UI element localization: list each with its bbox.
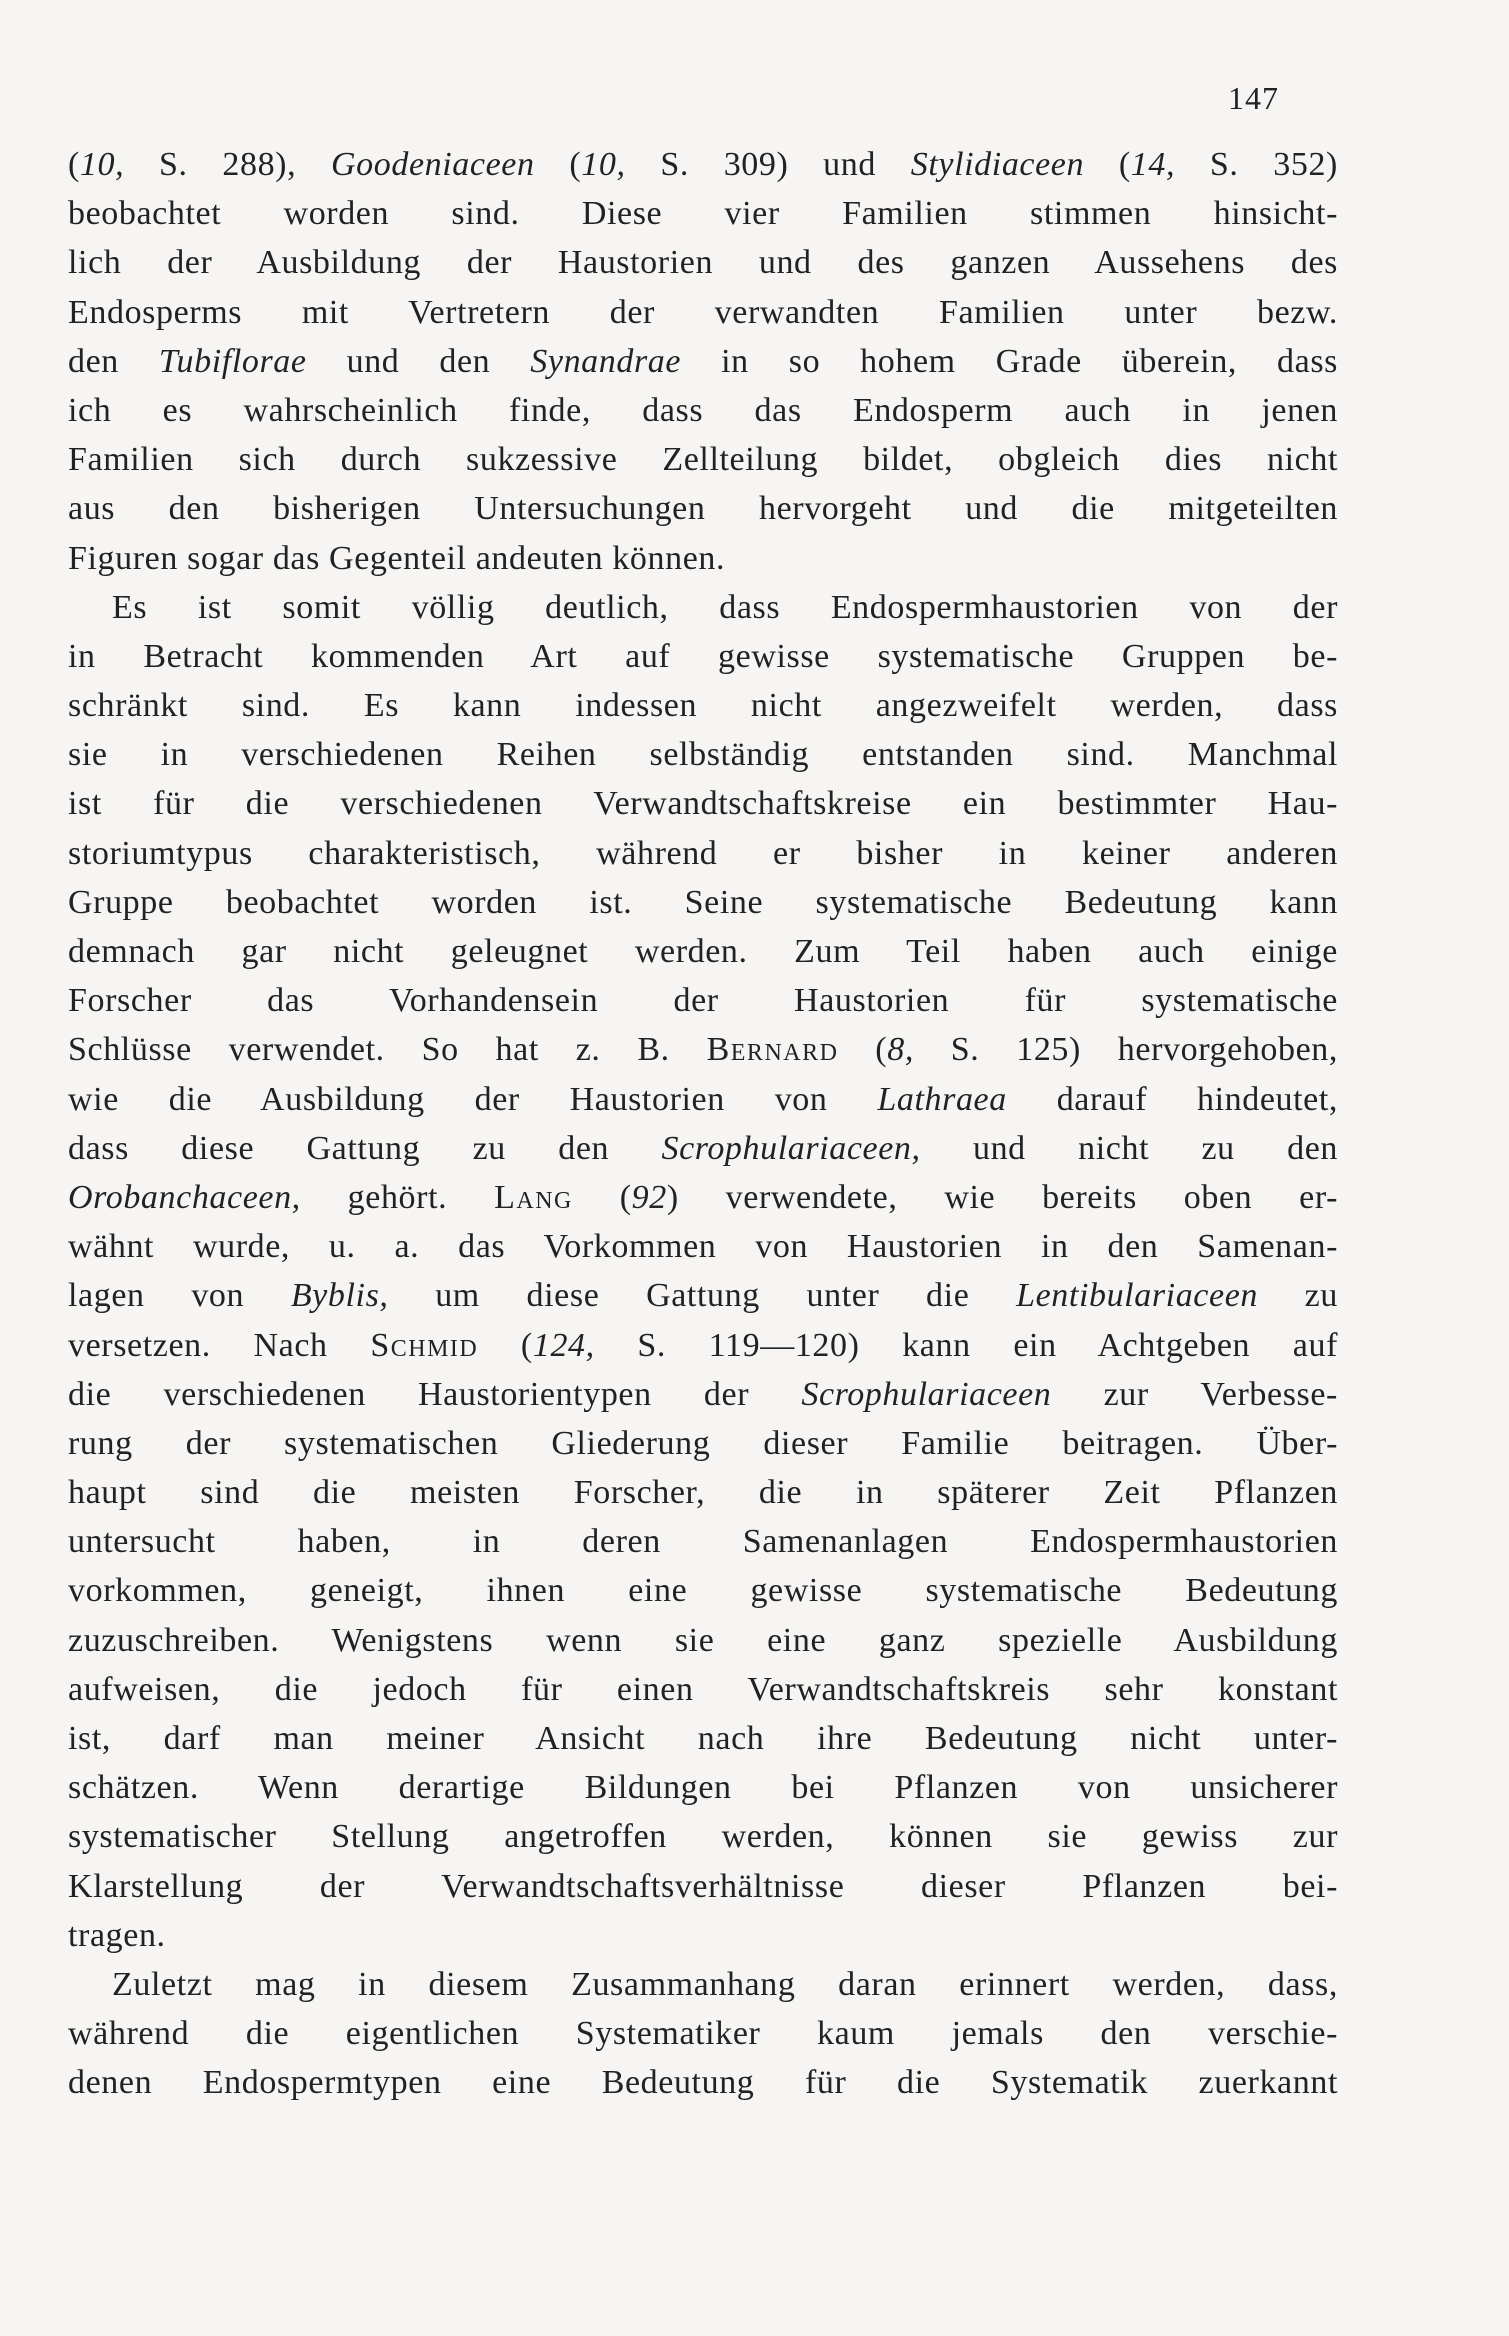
text-run: S. 119—120) kann ein Achtgeben auf — [594, 1326, 1339, 1364]
text-line — [68, 1566, 1338, 1615]
text-run: Zuletzt mag in diesem Zusammanhang daran erinnert werden, dass, — [112, 1965, 1338, 2003]
text-line — [68, 632, 1338, 681]
text-run: schätzen. Wenn derartige Bildungen bei Pflanzen von unsicherer — [68, 1769, 1338, 1807]
author-name: Lang — [494, 1178, 573, 1216]
text-run: Schlüsse verwendet. So hat z. B. — [68, 1031, 707, 1069]
text-run: S. 352) — [1175, 146, 1338, 183]
text-run: Klarstellung der Verwandtschaftsverhältnisse dieser Pflanzen bei- — [68, 1867, 1338, 1905]
text-run: ( — [534, 146, 582, 183]
author-name: Schmid — [370, 1326, 479, 1364]
text-run: Endosperms mit Vertretern der verwandten Familien unter bezw. — [68, 293, 1338, 331]
text-line — [68, 288, 1338, 337]
italic-term: 8, — [887, 1031, 914, 1069]
text-line — [68, 140, 1338, 189]
italic-term: Orobanchaceen, — [68, 1178, 301, 1216]
italic-term: Lathraea — [877, 1080, 1007, 1118]
text-line — [68, 1911, 1338, 1960]
text-line — [68, 1370, 1338, 1419]
text-run: beobachtet worden sind. Diese vier Familien stimmen hinsicht- — [68, 195, 1338, 233]
page-number: 147 — [1228, 80, 1279, 116]
text-run: rung der systematischen Gliederung dieser Familie beitragen. Über- — [68, 1424, 1338, 1462]
text-line — [68, 1714, 1338, 1763]
italic-term: Lentibulariaceen — [1016, 1277, 1258, 1315]
text-line — [68, 1616, 1338, 1665]
text-run: aus den bisherigen Untersuchungen hervorgeht und die mitgeteilten — [68, 490, 1338, 528]
text-run: dass diese Gattung zu den — [68, 1129, 662, 1167]
text-run: ( — [68, 146, 80, 183]
text-run: Es ist somit völlig deutlich, dass Endospermhaustorien von der — [112, 588, 1338, 626]
text-line — [68, 1763, 1338, 1812]
text-line — [68, 681, 1338, 730]
text-run: gehört. — [300, 1178, 495, 1216]
author-name: Bernard — [706, 1031, 839, 1069]
italic-term: 10, — [581, 146, 626, 183]
text-run: ( — [478, 1326, 533, 1364]
text-run: vorkommen, geneigt, ihnen eine gewisse systematische Bedeutung — [68, 1572, 1338, 1610]
text-run: zuzuschreiben. Wenigstens wenn sie eine ganz spezielle Ausbildung — [68, 1621, 1338, 1659]
text-run: S. 125) hervorgehoben, — [913, 1031, 1339, 1069]
text-run: ( — [838, 1031, 888, 1069]
text-run: Familien sich durch sukzessive Zellteilung bildet, obgleich dies nicht — [68, 441, 1338, 479]
text-run: aufweisen, die jedoch für einen Verwandtschaftskreis sehr konstant — [68, 1670, 1338, 1708]
text-run: untersucht haben, in deren Samenanlagen Endospermhaustorien — [68, 1523, 1338, 1561]
text-line — [68, 583, 1338, 632]
text-run: ist, darf man meiner Ansicht nach ihre Bedeutung nicht unter- — [68, 1720, 1338, 1757]
text-line — [68, 1075, 1338, 1124]
text-line — [68, 189, 1338, 238]
text-line — [68, 1025, 1338, 1074]
text-run: wie die Ausbildung der Haustorien von — [68, 1080, 878, 1118]
text-line — [68, 484, 1338, 533]
italic-term: Synandrae — [530, 342, 682, 380]
text-run: wähnt wurde, u. a. das Vorkommen von Haustorien in den Samenan- — [68, 1228, 1338, 1266]
text-run: und den — [306, 342, 531, 380]
italic-term: Byblis, — [290, 1277, 389, 1315]
text-line — [68, 2058, 1338, 2107]
text-run: und nicht zu den — [920, 1129, 1338, 1167]
text-run: um diese Gattung unter die — [388, 1277, 1017, 1315]
text-line — [68, 1960, 1338, 2009]
text-line — [68, 730, 1338, 779]
text-line — [68, 1321, 1338, 1370]
text-line — [68, 435, 1338, 484]
text-line — [68, 878, 1338, 927]
text-run: den — [68, 342, 159, 380]
italic-term: 92 — [631, 1178, 667, 1216]
text-line — [68, 976, 1338, 1025]
text-run: ich es wahrscheinlich finde, dass das Endosperm auch in jenen — [68, 391, 1338, 429]
text-run: die verschiedenen Haustorientypen der — [68, 1375, 802, 1413]
italic-term: Stylidiaceen — [910, 146, 1085, 183]
text-line — [68, 386, 1338, 435]
text-run: lich der Ausbildung der Haustorien und des ganzen Aussehens des — [68, 244, 1338, 282]
text-line — [68, 1665, 1338, 1714]
text-line — [68, 1173, 1338, 1222]
text-run: in Betracht kommenden Art auf gewisse systematische Gruppen be- — [68, 637, 1338, 675]
italic-term: 124, — [532, 1326, 595, 1364]
italic-term: Tubiflorae — [158, 342, 307, 380]
text-run: haupt sind die meisten Forscher, die in späterer Zeit Pflanzen — [68, 1474, 1338, 1512]
text-line — [68, 1271, 1338, 1320]
text-line — [68, 1517, 1338, 1566]
text-run: S. 309) und — [625, 146, 911, 183]
text-line — [68, 2009, 1338, 2058]
text-run: versetzen. Nach — [68, 1326, 371, 1364]
text-line — [68, 238, 1338, 287]
italic-term: Goodeniaceen — [330, 146, 535, 183]
text-run: ist für die verschiedenen Verwandtschaftskreise ein bestimmter Hau- — [68, 785, 1338, 823]
text-run: Forscher das Vorhandensein der Haustorien für systematische — [68, 982, 1338, 1020]
text-line — [68, 829, 1338, 878]
text-line — [68, 534, 1338, 583]
text-run: storiumtypus charakteristisch, während er bisher in keiner anderen — [68, 834, 1338, 872]
text-run: sie in verschiedenen Reihen selbständig entstanden sind. Manchmal — [68, 736, 1338, 774]
text-run: tragen. — [68, 1916, 166, 1954]
text-run: schränkt sind. Es kann indessen nicht angezweifelt werden, dass — [68, 687, 1338, 725]
text-run: während die eigentlichen Systematiker kaum jemals den verschie- — [68, 2015, 1338, 2053]
text-line — [68, 1124, 1338, 1173]
text-run: in so hohem Grade überein, dass — [681, 342, 1338, 380]
text-line — [68, 1468, 1338, 1517]
text-line — [68, 1419, 1338, 1468]
text-line — [68, 1862, 1338, 1911]
text-run: Gruppe beobachtet worden ist. Seine systematische Bedeutung kann — [68, 883, 1338, 921]
body-text — [68, 140, 1338, 2108]
text-run: Figuren sogar das Gegenteil andeuten können. — [68, 539, 726, 577]
text-line — [68, 1222, 1338, 1271]
text-run: systematischer Stellung angetroffen werden, können sie gewiss zur — [68, 1818, 1338, 1856]
text-run: ( — [1084, 146, 1131, 183]
text-line — [68, 1812, 1338, 1861]
text-line — [68, 779, 1338, 828]
text-run: ) verwendete, wie bereits oben er- — [666, 1178, 1338, 1216]
text-run: zu — [1257, 1277, 1338, 1315]
text-run: demnach gar nicht geleugnet werden. Zum Teil haben auch einige — [68, 933, 1338, 970]
text-run: ( — [572, 1178, 632, 1216]
text-run: denen Endospermtypen eine Bedeutung für die Systematik zuerkannt — [68, 2064, 1338, 2102]
italic-term: Scrophulariaceen, — [661, 1129, 921, 1167]
text-run: zur Verbesse- — [1051, 1375, 1338, 1413]
text-run: darauf hindeutet, — [1006, 1080, 1338, 1118]
italic-term: 10, — [79, 146, 125, 183]
text-run: lagen von — [68, 1277, 291, 1315]
text-run: S. 288), — [124, 146, 331, 183]
italic-term: Scrophulariaceen — [801, 1375, 1052, 1413]
text-line — [68, 337, 1338, 386]
italic-term: 14, — [1130, 146, 1176, 183]
text-line — [68, 927, 1338, 976]
